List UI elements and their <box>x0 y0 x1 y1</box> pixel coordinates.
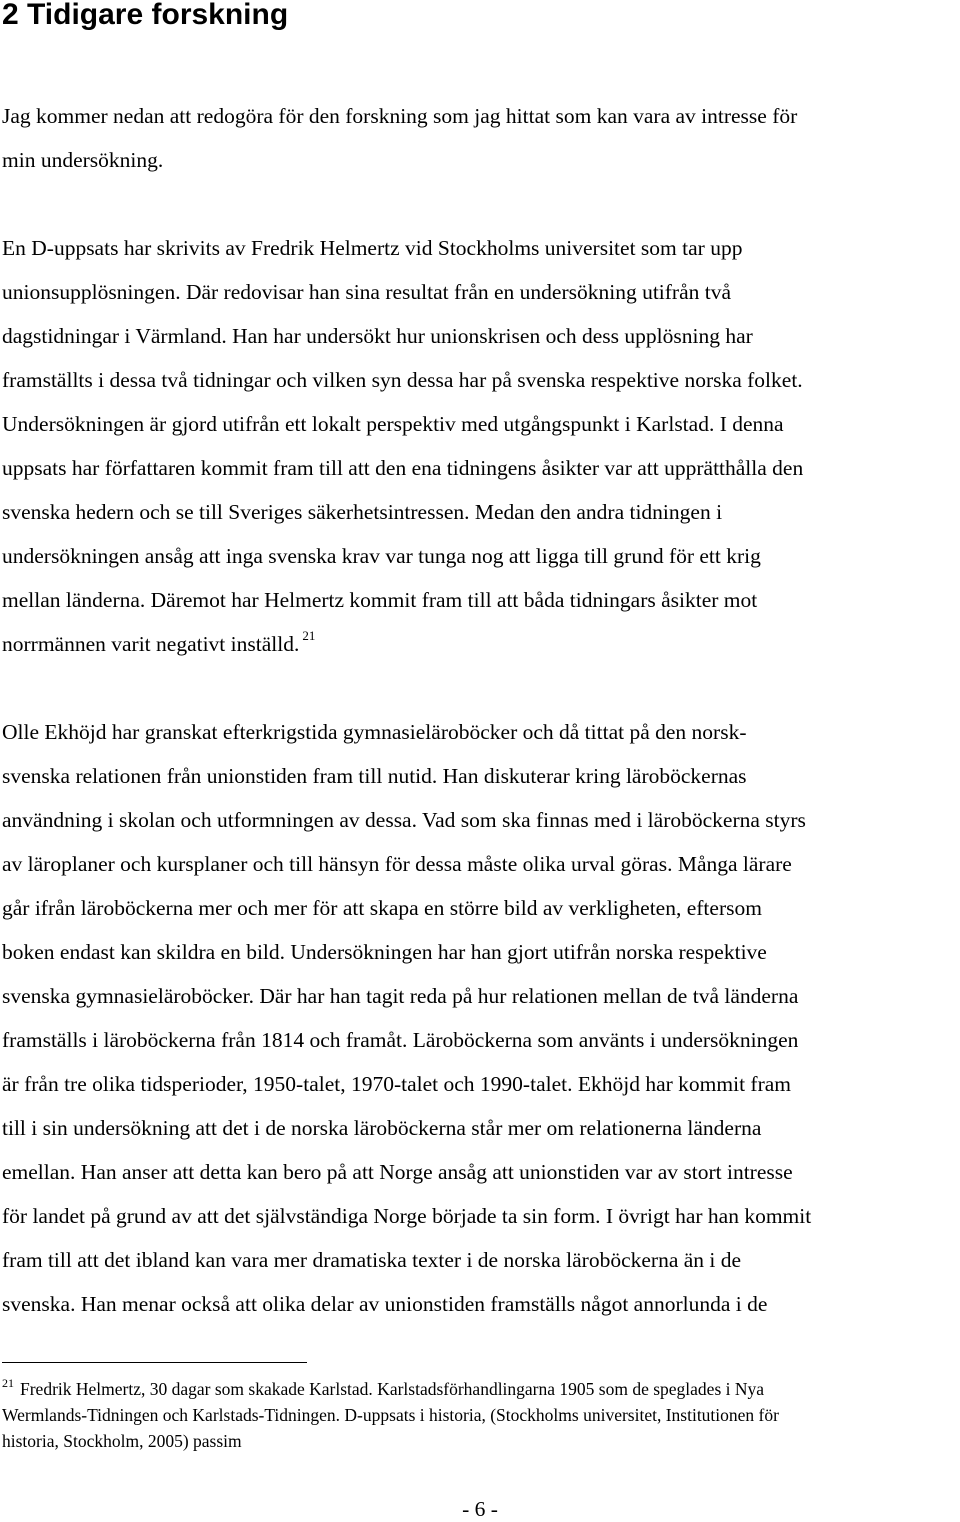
footnote-divider <box>2 1362 307 1363</box>
text-line: En D-uppsats har skrivits av Fredrik Helmertz vid Stockholms universitet som tar upp <box>2 236 743 260</box>
text-line: undersökningen ansåg att inga svenska krav var tunga nog att ligga till grund för ett krig <box>2 544 761 568</box>
text-line: min undersökning. <box>2 148 164 172</box>
text-line: Olle Ekhöjd har granskat efterkrigstida gymnasieläroböcker och då tittat på den norsk- <box>2 720 747 744</box>
footnote-reference: 21 <box>302 628 316 643</box>
footnote-line: Wermlands-Tidningen och Karlstads-Tidningen. D-uppsats i historia, (Stockholms universitet, Institutionen för <box>2 1405 779 1425</box>
text-line: svenska. Han menar också att olika delar av unionstiden framställs något annorlunda i de <box>2 1292 768 1316</box>
text-line: unionsupplösningen. Där redovisar han sina resultat från en undersökning utifrån två <box>2 280 732 304</box>
text-line: framställts i dessa två tidningar och vilken syn dessa har på svenska respektive norska folket. <box>2 368 803 392</box>
footnote-line: historia, Stockholm, 2005) passim <box>2 1431 242 1451</box>
text-line-content: norrmännen varit negativt inställd. <box>2 632 300 656</box>
footnote-line <box>2 1378 764 1400</box>
text-line: svenska gymnasieläroböcker. Där har han tagit reda på hur relationen mellan de två länderna <box>2 984 799 1008</box>
text-line: användning i skolan och utformningen av dessa. Vad som ska finnas med i läroböckerna styrs <box>2 808 806 832</box>
footnote-number: 21 <box>2 1376 14 1390</box>
text-line: för landet på grund av att det självständiga Norge började ta sin form. I övrigt har han kommit <box>2 1204 812 1228</box>
text-line: svenska relationen från unionstiden fram till nutid. Han diskuterar kring läroböckernas <box>2 764 747 788</box>
page-number: - 6 - <box>462 1497 498 1521</box>
text-line: framställs i läroböckerna från 1814 och framåt. Läroböckerna som använts i undersökningen <box>2 1028 799 1052</box>
text-line: Undersökningen är gjord utifrån ett lokalt perspektiv med utgångspunkt i Karlstad. I denna <box>2 412 784 436</box>
text-line: är från tre olika tidsperioder, 1950-talet, 1970-talet och 1990-talet. Ekhöjd har kommit fram <box>2 1072 792 1096</box>
text-line: fram till att det ibland kan vara mer dramatiska texter i de norska läroböckerna än i de <box>2 1248 742 1272</box>
text-line: mellan länderna. Däremot har Helmertz kommit fram till att båda tidningars åsikter mot <box>2 588 758 612</box>
text-line: emellan. Han anser att detta kan bero på att Norge ansåg att unionstiden var av stort intresse <box>2 1160 793 1184</box>
text-line: går ifrån läroböckerna mer och mer för att skapa en större bild av verkligheten, eftersom <box>2 896 762 920</box>
footnote-text: Fredrik Helmertz, 30 dagar som skakade Karlstad. Karlstadsförhandlingarna 1905 som de speglades i Nya <box>20 1379 765 1399</box>
section-heading: 2 Tidigare forskning <box>2 0 289 31</box>
text-line: uppsats har författaren kommit fram till att den ena tidningens åsikter var att upprätthålla den <box>2 456 804 480</box>
text-line: av läroplaner och kursplaner och till hänsyn för dessa måste olika urval göras. Många lärare <box>2 852 792 876</box>
text-line: dagstidningar i Värmland. Han har undersökt hur unionskrisen och dess upplösning har <box>2 324 753 348</box>
text-line-last <box>2 628 316 657</box>
text-line: till i sin undersökning att det i de norska läroböckerna står mer om relationerna länderna <box>2 1116 762 1140</box>
text-line: boken endast kan skildra en bild. Undersökningen har han gjort utifrån norska respektive <box>2 940 767 964</box>
text-line: Jag kommer nedan att redogöra för den forskning som jag hittat som kan vara av intresse för <box>2 104 798 128</box>
text-line: svenska hedern och se till Sveriges säkerhetsintressen. Medan den andra tidningen i <box>2 500 723 524</box>
